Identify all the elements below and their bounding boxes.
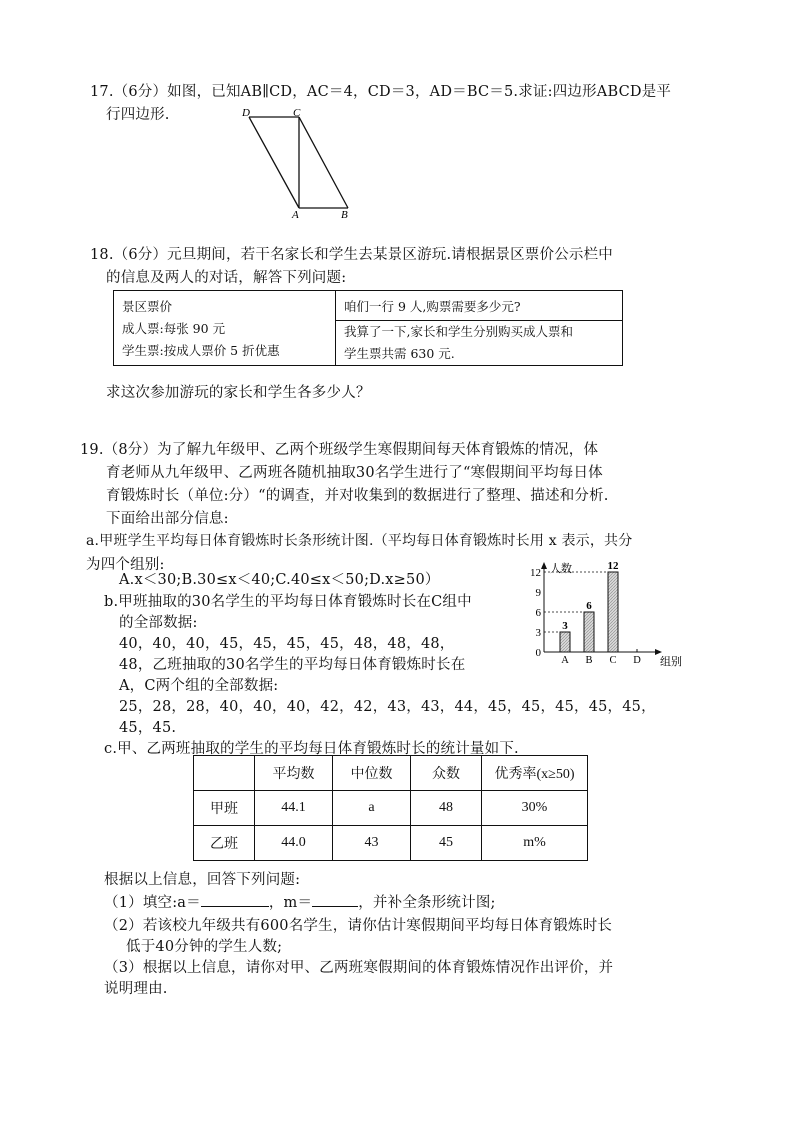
table-cell: 44.1 (255, 791, 333, 826)
bar-a (560, 632, 570, 652)
q19-part3-line2: 说明理由. (104, 981, 168, 997)
y-tick-label: 9 (535, 587, 541, 599)
y-tick-label: 12 (530, 567, 541, 579)
vertex-label-c: C (293, 107, 301, 119)
table-cell: 乙班 (194, 826, 255, 861)
dialog-2-line2: 学生票共需 630 元. (344, 346, 455, 361)
table-row (194, 826, 588, 861)
table-header: 众数 (411, 756, 482, 791)
q19-b-line1: b.甲班抽取的30名学生的平均每日体育锻炼时长在C组中 (104, 594, 472, 610)
q19-line3: 育锻炼时长（单位:分）“的调查，并对收集到的数据进行了整理、描述和分析. (106, 488, 609, 504)
stats-table (193, 755, 588, 861)
y-tick-label: 6 (535, 607, 541, 619)
y-tick-label: 0 (535, 647, 541, 659)
table-cell: 甲班 (194, 791, 255, 826)
q19-part2-line2: 低于40分钟的学生人数; (126, 939, 283, 955)
q19-b-line5: A，C两个组的全部数据: (119, 678, 279, 694)
q19-part3-line1: （3）根据以上信息，请你对甲、乙两班寒假期间的体育锻炼情况作出评价，并 (104, 960, 614, 976)
price-list-cell (114, 291, 336, 366)
dialog-1: 咱们一行 9 人,购票需要多少元? (336, 291, 623, 321)
table-row (194, 791, 588, 826)
table-header: 平均数 (255, 756, 333, 791)
q19-c-line: c.甲、乙两班抽取的学生的平均每日体育锻炼时长的统计量如下. (104, 741, 519, 757)
bar-chart (520, 558, 690, 670)
parallelogram-figure (236, 104, 360, 220)
q18-line1: 18.（6分）元旦期间，若干名家长和学生去某景区游玩.请根据景区票价公示栏中 (90, 247, 613, 263)
x-tick-label-b: B (585, 655, 593, 666)
table-cell: 45 (411, 826, 482, 861)
vertex-label-a: A (292, 209, 299, 220)
x-tick-label-d: D (633, 655, 641, 666)
x-axis-arrow (655, 649, 662, 655)
table-cell: 43 (333, 826, 411, 861)
q19-line1: 19.（8分）为了解九年级甲、乙两个班级学生寒假期间每天体育锻炼的情况，体 (80, 442, 599, 458)
x-axis-label: 组别 (660, 656, 682, 668)
q19-part1 (104, 891, 496, 912)
answer-blank-a (201, 892, 269, 907)
dialog-2-line1: 我算了一下,家长和学生分别购买成人票和 (344, 324, 573, 339)
q19-b-line4: 48，乙班抽取的30名学生的平均每日体育锻炼时长在 (119, 657, 466, 673)
vertex-label-d: D (242, 107, 250, 119)
q19-intro: 根据以上信息，回答下列问题: (104, 872, 301, 888)
bar-b (584, 612, 594, 652)
q17-line2: 行四边形. (106, 107, 170, 123)
x-tick-label-a: A (561, 655, 569, 666)
q19-a-line1: a.甲班学生平均每日体育锻炼时长条形统计图.（平均每日体育锻炼时长用 x 表示，共分 (86, 533, 633, 549)
table-header: 优秀率(x≥50) (482, 756, 588, 791)
y-axis-label: 人数 (550, 563, 572, 575)
y-tick-label: 3 (535, 627, 541, 639)
q18-line2: 的信息及两人的对话，解答下列问题: (106, 270, 347, 286)
price-title: 景区票价 (122, 299, 173, 314)
table-cell: a (333, 791, 411, 826)
table-cell: 30% (482, 791, 588, 826)
q19-b-line3: 40，40，40，45，45，45，45，48，48，48， (119, 636, 455, 652)
data-label-c: 12 (607, 560, 619, 572)
dialog-2-cell (336, 321, 623, 366)
q19-line4: 下面给出部分信息: (106, 511, 229, 527)
table-cell: m% (482, 826, 588, 861)
vertex-label-b: B (341, 209, 348, 220)
q18-question: 求这次参加游玩的家长和学生各多少人？ (106, 385, 371, 401)
adult-price: 成人票:每张 90 元 (122, 321, 226, 336)
q19-groups: A.x＜30;B.30≤x＜40;C.40≤x＜50;D.x≥50） (119, 572, 440, 588)
q19-line2: 育老师从九年级甲、乙两班各随机抽取30名学生进行了“寒假期间平均每日体 (106, 465, 603, 481)
table-header-row (194, 756, 588, 791)
part1-label-a: （1）填空:a＝ (104, 895, 201, 911)
data-label-b: 6 (586, 600, 592, 612)
ticket-price-board (113, 290, 623, 366)
student-price: 学生票:按成人票价 5 折优惠 (122, 343, 280, 358)
bar-c (608, 572, 618, 652)
part1-tail: ，并补全条形统计图; (358, 895, 496, 911)
q19-part2-line1: （2）若该校九年级共有600名学生，请你估计寒假期间平均每日体育锻炼时长 (104, 918, 613, 934)
table-cell (194, 756, 255, 791)
x-tick-label-c: C (609, 655, 617, 666)
q19-b-line2: 的全部数据: (119, 615, 198, 631)
q19-b-line7: 45，45. (119, 720, 177, 736)
q19-b-line6: 25，28，28，40，40，40，42，42，43，43，44，45，45，45，45，45， (119, 699, 656, 715)
q17-line1: 17.（6分）如图，已知AB∥CD，AC＝4，CD＝3，AD＝BC＝5.求证:四边形ABCD是平 (90, 84, 672, 100)
table-header: 中位数 (333, 756, 411, 791)
answer-blank-m (312, 892, 358, 907)
part1-label-m: ，m＝ (268, 895, 313, 911)
data-label-a: 3 (562, 620, 568, 632)
y-axis-arrow (541, 562, 547, 569)
q19-a-line2: 为四个组别: (86, 557, 165, 573)
table-cell: 44.0 (255, 826, 333, 861)
table-cell: 48 (411, 791, 482, 826)
